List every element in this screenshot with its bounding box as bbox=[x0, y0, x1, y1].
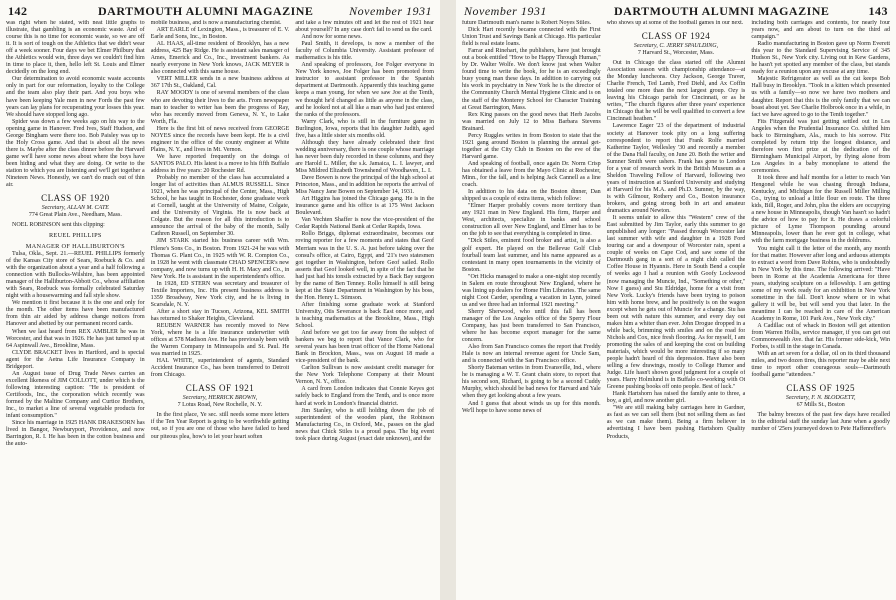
paragraph: Sherry Sherwood, who until this fall has been manager of the Los Angeles office of the Sperry Flour Company, has just been transferred to San Francisco, where he has become export manager for the same concern. bbox=[462, 308, 601, 344]
paragraph: CLYDE BRACKET lives in Hartford, and is special agent for the Aetna Life Insurance Company in Bridgeport. bbox=[6, 349, 145, 370]
text-block bbox=[295, 20, 434, 443]
magazine-title: DARTMOUTH ALUMNI MAGAZINE bbox=[614, 4, 830, 18]
paragraph: and take a few minutes off and let the rest of 1921 hear about yourself? In any case don't fail to send us the card. bbox=[295, 20, 435, 34]
class-heading: CLASS OF 1925 bbox=[786, 383, 855, 394]
paragraph: We have reported frequently on the doings of SANTOS PALO. His latest is a move to his fifth Buffalo address in five years: 20 Rochester Rd. bbox=[150, 153, 290, 174]
paragraph: After finishing some graduate work at Stanford University, Otis Severance is back East once more, and is teaching mathematics at the Brookline, Mass., High School. bbox=[295, 301, 435, 330]
paragraph: "We are still making baby carriages here in Gardner, as fast as we can sell them (but not selling them as fast as we can make them). Being a firm believer in advertising I have been pushing Hartshorn Quality Products, bbox=[606, 405, 746, 440]
class-heading: CLASS OF 1921 bbox=[185, 383, 255, 394]
paragraph: In the first place, Ye sec. still needs some more letters if the Ten Year Report is going to be worthwhile getting out, so if you are one of those who have failed to heed our piteous plea, how's to let your heart soften bbox=[150, 412, 290, 440]
text-block bbox=[607, 20, 746, 27]
text-block bbox=[607, 60, 746, 441]
clipping-headline: REUEL PHILLIPS bbox=[48, 232, 102, 240]
paragraph: Warry Clark, who is still in the furniture game in Burlington, Iowa, reports that his daughter Judith, aged five, has a little sister six months old. bbox=[295, 118, 435, 139]
paragraph: Art Higgins has joined the Chicago gang. He is in the insurance game and his office is at 175 West Jackson Boulevard. bbox=[295, 196, 435, 217]
paragraph: Rex King passes on the good news that Herb Jacobs was married on July 12 to Miss Barbara Stevens Brainard. bbox=[462, 111, 601, 132]
paragraph: Radio manufacturing in Boston gave up Norm Everett this year to the Standard Supervising Service of 345 Hudson St., New York city. Living out in Kew Gardens, he hasn't yet spotted any member of the class, but stands ready for a reunion upon any excuse at any time. bbox=[751, 41, 891, 76]
paragraph: Van Vechten Shaffer is now the vice-president of the Cedar Rapids National Bank at Cedar Rapids, Iowa. bbox=[295, 217, 435, 231]
paragraph: REUBEN WARNER has recently moved to New York, where he is a life insurance underwriter with offices at 578 Madison Ave. He has previously been with the Warren Company in Minneapolis and St. Paul. He was married in 1925. bbox=[150, 323, 290, 358]
address-line: 7 Harvard St., Worcester, Mass. bbox=[637, 50, 715, 57]
paragraph: Farrar and Rinehart, the publishers, have just brought out a book entitled "How to be Happy Through Human," by Dr. Walter Wolfe. We don't know just when Walter found time to write the book, for he is an exceedingly busy young man these days. In addition to carrying out his work in psychiatry in New York he is the director of the Community Church Mental Hygiene Clinic and is on the staff of the Monterey School for Character Training at Great Barrington, Mass. bbox=[462, 48, 601, 111]
paragraph: AL HAAS, all-time resident of Brooklyn, has a new address, 425 Bay Ridge. He is assistant sales manager of Ames, Emerick and Co., Inc., investment bankers. As nearly everyone in New York knows, JACK MEYER is also connected with this same house. bbox=[150, 41, 290, 76]
paragraph: Probably no member of the class has accumulated a longer list of activities than ALMUS RUSSELL. Since 1921, when he was principal of the Center, Mass., High School, he has taught in Rochester, done graduate work at Cornell, taught at the University of Maine, Colgate, and the University of Virginia. He is now back at Colgate. But the reason for all this introduction is to announce the arrival of the baby of the month, Sally Cathren Russell, on September 30. bbox=[150, 175, 290, 238]
page-header-right bbox=[464, 4, 888, 18]
paragraph: With an art seven for a dollar, oil on its third thousand miles, and two dozen tires, this reporter may be able next time to report other courageous souls—Dartmouth football game "attendees." bbox=[751, 351, 891, 379]
class-heading: CLASS OF 1920 bbox=[41, 193, 110, 204]
column-group bbox=[462, 20, 890, 598]
column-1 bbox=[462, 20, 601, 598]
text-block bbox=[6, 251, 145, 448]
paragraph: Jim Stanley, who is still holding down the job of superintendent of the wooden plant, the Robinson Manufacturing Co., in Oxford, Me., passes on the glad news that Chick Stiles is a proud papa. The big event took place during August (exact date unknown), and the bbox=[295, 407, 435, 442]
paragraph: JIM STARK started his business career with Wm. Filene's Sons Co., in Boston. From 1921-24 he was with Thomas G. Plant Co., in 1925 with W. R. Compton Co., in 1928 he went with classmate CHAD SPENCER's new company, and now turns up with H. H. Macy and Co., in New York. He is assistant in the superintendent's office. bbox=[150, 238, 290, 280]
paragraph: Majestic Refrigerator as well as the cat keeps Bob Hall busy in Brooklyn. "Took in a kitten which presented us with a family—so now we have two mothers and daughter. Report that this is the only family that we can boast about yet. See Charlie Holbrook once in a while, in fact we have agreed to go to the Tenth together." bbox=[751, 76, 891, 118]
magazine-title: DARTMOUTH ALUMNI MAGAZINE bbox=[98, 4, 314, 18]
address-line: 7 Lotus Road, New Rochelle, N. Y. bbox=[177, 402, 263, 409]
secretary-line: Secretary, HERRICK BROWN, bbox=[182, 395, 258, 402]
page-gutter bbox=[440, 0, 456, 600]
secretary-line: Secretary, C. JERRY SPAULDING, bbox=[633, 43, 719, 50]
paragraph: And before we get too far away from the subject of bankers we beg to report that Vance Clark, who for several years has been trust officer of the Home National Bank in Brockton, Mass., was on August 18 made a vice-president of the bank. bbox=[295, 330, 435, 365]
page-header-left bbox=[8, 4, 432, 18]
paragraph: "Elmer Harper probably covers more territory than any 1921 man in New England. His firm, Harper and West, architects, specialize in banks and school construction all over New England, and Elmer has to be on the job to see that everything is completed in time. bbox=[462, 203, 601, 238]
paragraph: Percy Ruggles writes in from Boston to state that the 1921 gang around Boston is planning the annual get-together at the City Club in Boston on the eve of the Harvard game. bbox=[462, 132, 601, 160]
paragraph: including both carriages and contents, for nearly four years now, and am about to turn on the third ad campaign." bbox=[751, 20, 891, 41]
paragraph: ART EARLE of Lexington, Mass., is treasurer of E. V. Earle and Sons, Inc., in Boston. bbox=[150, 27, 290, 41]
column-1 bbox=[6, 20, 145, 598]
address-line: 67 Mills St., Boston bbox=[796, 402, 845, 409]
paragraph: And speaking of professors, Joe Folger everyone in New York knows, Joe Folger has been promoted from instructor to assistant professor in the Spanish department at Dartmouth. Apparently this teaching game keeps a man young, for when we saw Joe at the Tenth, we thought he'd changed as little as anyone in the class, and he looked not at all like a man who had just entered the ranks of the professors. bbox=[295, 62, 435, 118]
page-number: 143 bbox=[868, 4, 888, 18]
paragraph: mobile business, and is now a manufacturing chemist. bbox=[150, 20, 282, 26]
paragraph: Spider was down a few weeks ago on his way to the opening game in Hanover. Fred Ives, Staff Hudson, and George Bingham were there too. Bob Paisley was up to the Holy Cross game. And that is about all the news there is. Maybe after the class dinner before the Harvard game we'll have some news about where the boys have been hiding and what they are doing. Or write to the station to which you are listening and we'll get together a Nineteen News. Honestly, we can't do much out of thin air. bbox=[6, 118, 145, 189]
issue-date: November 1931 bbox=[464, 4, 547, 18]
paragraph: Since his marriage in 1925 HANK DRAKESORN has lived in Bangor, Newburyport, Providence, and now Barrington, R. I. He has been in the cotton business and the auto- bbox=[6, 420, 145, 448]
paragraph: was right when he stated, with neat little graphs to illustrate, that gambling is an economic waste. And of course this is no time for economic waste, so we are off it. It is sort of tough on the Athletics that we didn't wear off a week sooner. Four days we bet Elmer Philbury that the Athletics would win, three days we couldn't find him in time to place it, then, hello left St. Louis and Elmer decidedly on the long end. bbox=[6, 20, 145, 76]
paragraph: When we last heard from REX AMBLER he was in Worcester, and that was in 1926. He has just turned up at 64 Aspinwall Ave., Brookline, Mass. bbox=[6, 328, 145, 349]
right-page bbox=[456, 0, 896, 600]
paragraph: "Ort Hicks managed to make a one-night stop recently in Salem en route throughout New England, where he was lining up dealers for Home Film Libraries. The same night Coot Carder, spending a vacation in Lynn, joined us and we three had an informal 1921 meeting." bbox=[462, 273, 601, 308]
paragraph: Tulsa, Okla., Sept. 21.—REUEL PHILLIPS formerly of the Kansas City store of Sears, Roebuck & Co. and with the organization about a year and a half following a connection with Bullocks-Wilshire, has been appointed manager of the Halliburton-Abbott Co., whose affiliation with Sears, Roebuck was formally celebrated Saturday night with a housewarming and fall style show. bbox=[6, 250, 145, 300]
paragraph: Although they have already celebrated their first wedding anniversary, there is one couple whose marriage has never been duly recorded in these columns, and they are Harold L. Miller, the s.k. Jamaica, L. I. lawyer, and Miss Mildred Elizabeth Townshend of Woodhaven, L. I. bbox=[295, 139, 435, 174]
column-3 bbox=[751, 20, 890, 598]
paragraph: It took three and half months for a letter to reach Van Hengonel while he was chasing through Indiana, Kentucky, and Michigan for the Russell Miller Milling Co., trying to unload a little flour en route. The three kids, Bill, Roger, and John, plus the elders are occupying a new house in Minneapolis, though Van hasn't so hadn't the advice of how to pay for it. He draws a colorful picture of Lyme Thompson pounding around Minneapolis, lower than he ever got in college, what with the farm mortgage business in the doldrums. bbox=[751, 175, 891, 245]
paragraph: Here is the first bit of news received from GEORGE NOYES since the records have been kept. He is a civil engineer in the office of the county engineer at White Plains, N. Y., and lives in Mt. Vernon. bbox=[150, 125, 290, 153]
clipping-subheadline: MANAGER OF HALLIBURTON'S bbox=[25, 242, 125, 250]
column-2 bbox=[607, 20, 746, 598]
paragraph: And now for some news. bbox=[301, 34, 362, 41]
paragraph: A Cadillac out of whack in Boston will get attention from Warren Hollis, service manager, if you can get out Commonwealth Ave. that far. His former side-kick, Win Forbes, is still in the stage in Canada. bbox=[751, 323, 891, 351]
paragraph: A card from London indicates that Connie Keyes got safely back to England from the Tenth, and is once more hard at work in London's financial district. bbox=[295, 386, 435, 407]
paragraph: Out in Chicago the class started off the Alumni Association season with championship attendance—at the Monday luncheons. Ozy Jackson, George Traver, Charlie French, Ted Lamb, Fred Diehl, and Ax Coffin totaled one more than the next largest group. Ozy is leaving his Chicago parish for Cincinnati, or as he writes, "The church figures after three years' experience in Chicago that he will be well qualified to convert a few Cincinnati heathen." bbox=[606, 60, 746, 123]
paragraph: And speaking of football, once again Dr. Norm Crisp has obtained a leave from the Mayo Clinic at Rochester, Minn., for the fall, and is helping Jack Cannell as a line coach. bbox=[462, 160, 601, 189]
secretary-line: Secretary, F. N. BLODGETT, bbox=[785, 395, 856, 402]
class-heading: CLASS OF 1924 bbox=[641, 31, 711, 42]
left-page bbox=[0, 0, 440, 600]
paragraph: In 1928, ED STERN was secretary and treasurer of Textile Importers, Inc. His present business address is 1359 Broadway, New York city, and he is living in Scarsdale, N. Y. bbox=[150, 280, 290, 308]
paragraph: Carlton Sullivan is now assistant credit manager for the New York Telephone Company at their Mount Vernon, N. Y., office. bbox=[295, 365, 435, 386]
text-block bbox=[751, 412, 890, 433]
text-block bbox=[151, 412, 290, 440]
paragraph: In addition to his data on the Boston dinner, Dan shipped us a couple of extra items, which follow: bbox=[462, 189, 601, 203]
paragraph: NOEL ROBINSON sent this clipping: bbox=[12, 222, 105, 229]
paragraph: Shorty Bateman writes in from Evansville, Ind., where he is managing a W. T. Grant chain store, to report that his second son, Richard, is going to be a second Cuddy Murphy, which should be bad news for Harvard and Yale when they get looking about a few years. bbox=[462, 365, 601, 400]
paragraph: Also from San Francisco comes the report that Freddy Hale is now an internal revenue agent for Uncle Sam, and is connected with the San Francisco office. bbox=[462, 344, 601, 365]
paragraph: The balmy breezes of the past few days have recalled to the editorial staff the sunday last June when a goodly number of '25ers journeyed down to Pete Haffenreffer's bbox=[751, 412, 891, 433]
text-block bbox=[151, 20, 290, 379]
paragraph: future Dartmouth man's name is Robert Noyes Stiles. bbox=[462, 20, 592, 26]
paragraph: It seems unfair to allow this "Western" crew of the East submitted by Jim Taylor, early this summer to go unpublished any longer: "Passed through Worcester late last summer with wife and daughter in a 1928 Ford touring car and a downpour of Worcester rain, spent a couple of weeks on Cape Cod, and saw some of the Dartmouth gang in a sort of a night club called the Coffee House in Hyannis. Here in South Bend a couple of weeks ago I had a reunion with Goofy Lockwood (now managing the Muncie, Ind., "Something or other," Now I guess) and Stu Eldridge, home for a visit from New York. Lucky's friends have been trying to poison him with home brew, and he positively is on the wagon except when he gets out of Muncie for a change. Stu has been out with nature this summer, and every day out makes him a whiter than ever. John Drogue dropped in a while back, brimming with smiles and on the road for Nichols and Cox, nice fresh flooring. As for myself, I am promoting the sales of and keeping the cost on building materials, which would be more interesting if so many people hadn't heard of this depression. Have also been selling a few drawings, mostly to College Humor and Judge. Life hasn't shown good judgment for a couple of years. Harry Holmlund is in Buffalo co-working with Ot Greene pushing books off onto people. Best of luck." bbox=[606, 215, 746, 391]
column-group bbox=[6, 20, 434, 598]
paragraph: who shows up at some of the football games in our next. bbox=[606, 20, 744, 26]
text-block bbox=[6, 20, 145, 189]
issue-date: November 1931 bbox=[349, 4, 432, 18]
paragraph: HAL WHITE, superintendent of agents, Standard Accident Insurance Co., has been transferred to Detroit from Chicago. bbox=[150, 358, 290, 379]
paragraph: You might call it the letter of the month, any month for that matter. However after long and arduous attempts to extract a word from Dave Robins, who is undoubtedly in New York by this time. The following arrived: "Have been in Rome at the Academia Americana for three years, studying sculpture on a fellowship. I am getting some of my work ready for an exhibition in New York sometime in the fall. Don't know where or in what gallery it will be, but will send you that later. In the meantime I can be reached in care of the American Academy in Rome, 101 Park Ave., New York city." bbox=[751, 245, 891, 322]
paragraph: "Dick Stiles, eminent food broker and artist, is also a golf expert. He played on the Bellevue Golf Club fourball team last summer, and his name appeared as a contestant in many open tournaments in the vicinity of Boston. bbox=[462, 238, 601, 273]
paragraph: Lawrence Eager '23 of the department of industrial society at Hanover took pity on a long suffering correspondent to report that Frank Rolfe married Katherine Taylor, Wellesley '30 and recently a member of the Dana Hall faculty, on June 20. Both the writer and Sumner Smith were ushers. Frank has gone to London for a year of research work in the British Museum as a Sheldon Traveling Fellow of Harvard, following two years of instruction at Stanford University and studying at Harvard for his M.A. and Ph.D. Sumner, by the way, is with Gilmour, Rothery and Co., Boston insurance brokers, and going strong both in art and amateur dramatics around Newton. bbox=[606, 123, 746, 215]
paragraph: VERT MILLER sends in a new business address at 367 17th St., Oakland, Cal. bbox=[150, 76, 290, 90]
column-3 bbox=[295, 20, 434, 598]
text-block bbox=[462, 20, 601, 415]
paragraph: Dave Bowen is now the principal of the high school at Princeton, Mass., and in addition he reports the arrival of Miss Nancy Jane Bowen on September 14, 1931. bbox=[295, 175, 435, 196]
paragraph: An August issue of Drug Trade News carries an excellent likeness of JIM COLLOTT, under which is the following interesting caption: "He is president of Certifoods, Inc., the corporation which recently was formed by the Maltine Company and Curtice Brothers, Inc., to market a line of several vegetable products for infant consumption." bbox=[6, 370, 145, 420]
paragraph: Hank Hartshorn has raised the family ante to three, a boy, a girl, and now another girl. bbox=[606, 391, 746, 405]
paragraph: And I guess that about winds us up for this month. We'll hope to have some news of bbox=[462, 400, 601, 414]
address-line: 774 Great Plain Ave., Needham, Mass. bbox=[28, 212, 122, 219]
text-block bbox=[751, 20, 890, 379]
page-number: 142 bbox=[8, 4, 28, 18]
paragraph: Our determination to avoid economic waste accounts only in part for our reformation, loyalty to the College and the team also play their part. And you boys who have been keeping Yale men in new Fords the past few years can lay plans for recuperating your losses this year. We should have stopped long ago. bbox=[6, 76, 145, 118]
paragraph: RAY MOODY is one of several members of the class who are devoting their lives to the arts. From newspaper man to teacher to writer has been the progress of Ray, who has recently moved from Geneva, N. Y., to Lake Worth, Fla. bbox=[150, 90, 290, 125]
paragraph: We mention it first because it is the one and only for the month. The other items have been manufactured from thin air aided by address change notices from Hanover and abetted by our permanent record cards. bbox=[6, 300, 145, 328]
paragraph: Fits Fitzgerald was just getting settled out in Los Angeles when the Prudential Insurance Co. shifted him back to Birmingham, Ala., much to his sorrow. Fitz completed by return trip the longest distance, and therefore won first prize at the dedication of the Birmingham Municipal Airport, by flying alone from Los Angeles in a baby monoplane to attend the ceremonies. bbox=[751, 118, 891, 174]
secretary-line: Secretary, ALLAN M. CATE bbox=[41, 205, 109, 212]
paragraph: Rollo Briggs, diplomat extraordinaire, becomes our roving reporter for a few moments and states that Geof Merriam was in the U. S. A. just before taking over the consul's office, at Cairo, Egypt, and '21's two statesmen got together in Washington, before Geof sailed. Rollo asserts that Geof looked well, in spite of the fact that he had just had his tonsils extracted by a Back Bay surgeon by the name of Ben Tenney. Rollo himself is still being kept at the State Department in Washington by his boss, the Hon. Henry L. Stimson. bbox=[295, 231, 435, 301]
paragraph: After a short stay in Tucson, Arizona, KEL SMITH has returned to Shaker Heights, Cleveland. bbox=[150, 308, 290, 322]
column-2 bbox=[151, 20, 290, 598]
paragraph: Dick Hart recently became connected with the First Union Trust and Savings Bank at Chicago. His particular field is real estate loans. bbox=[462, 27, 601, 48]
paragraph: Paul Smith, it develops, is now a member of the faculty of Columbia University. Assistant professor of mathematics is his title. bbox=[295, 41, 435, 62]
